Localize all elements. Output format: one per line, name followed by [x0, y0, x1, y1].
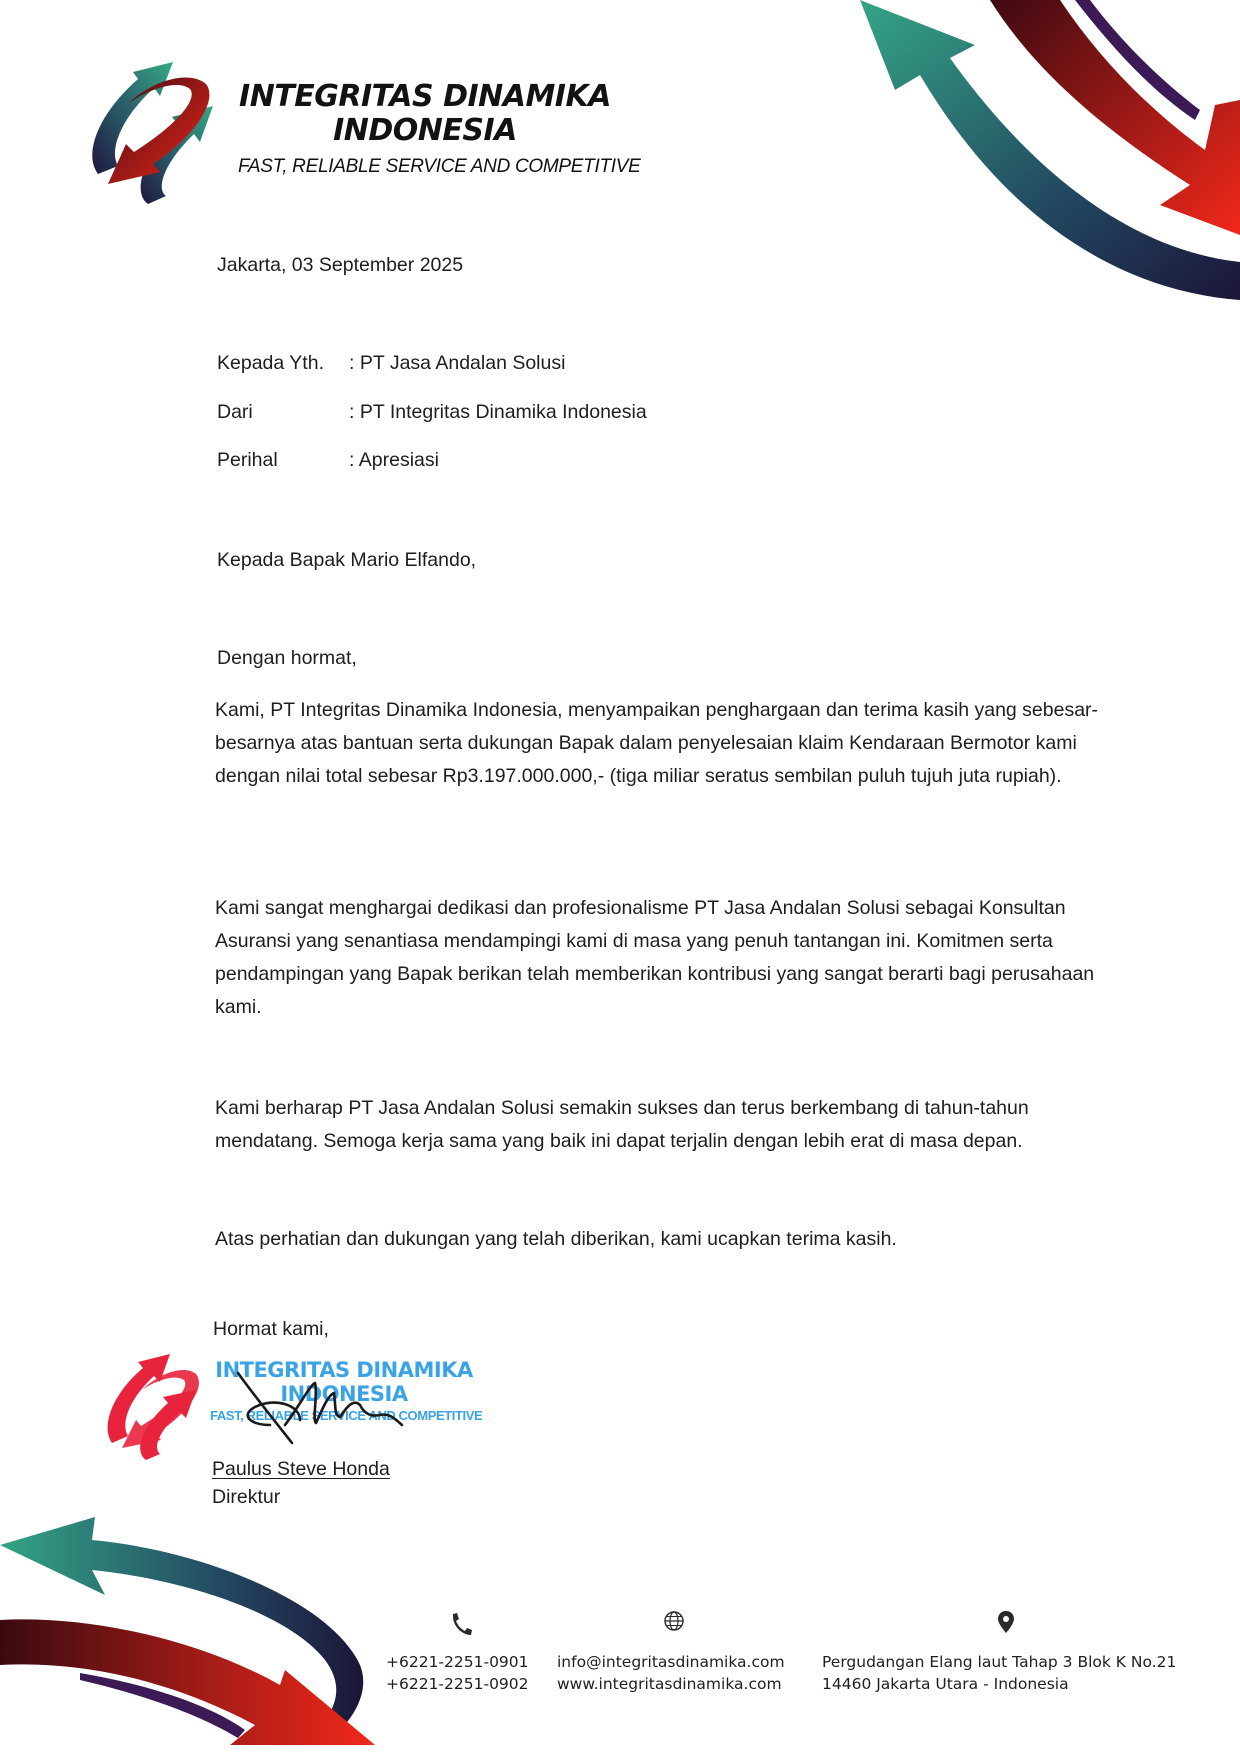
company-name-line2: INDONESIA	[333, 113, 517, 148]
footer-phones	[386, 1651, 529, 1695]
email-link[interactable]: info@integritasdinamika.com	[557, 1653, 785, 1671]
map-pin-icon	[997, 1610, 1019, 1634]
stamp-line1: INTEGRITAS DINAMIKA	[215, 1358, 473, 1382]
signer-title: Direktur	[212, 1486, 281, 1508]
website-link[interactable]: www.integritasdinamika.com	[557, 1675, 782, 1693]
phone-icon	[450, 1612, 472, 1636]
body-paragraph-3: Kami berharap PT Jasa Andalan Solusi semakin sukses dan terus berkembang di tahun-tahun mendatang. Semoga kerja sama yang baik ini dapat terjalin dengan lebih erat di masa depan.	[215, 1097, 1029, 1152]
body-paragraph-1: Kami, PT Integritas Dinamika Indonesia, menyampaikan penghargaan dan terima kasih yang sebesar-besarnya atas bantuan serta dukungan Bapak dalam penyelesaian klaim Kendaraan Bermotor kami dengan nilai total sebesar Rp3.197.000.000,- (tiga miliar seratus sembilan puluh tujuh juta rupiah).	[215, 699, 1099, 787]
subject-value: : Apresiasi	[349, 449, 439, 471]
sender-label: Dari	[217, 401, 253, 423]
stamp-logo-icon	[98, 1348, 210, 1466]
signer-name: Paulus Steve Honda	[212, 1458, 390, 1480]
phone-2[interactable]: +6221-2251-0902	[386, 1675, 529, 1693]
body-paragraph-2: Kami sangat menghargai dedikasi dan profesionalisme PT Jasa Andalan Solusi sebagai Konsultan Asuransi yang senantiasa mendampingi kami di masa yang penuh tantangan ini. Komitmen serta pendampingan yang Bapak berikan telah memberikan kontribusi yang sangat berarti bagi perusahaan kami.	[215, 897, 1095, 1018]
subject-label: Perihal	[217, 449, 278, 471]
footer-web	[557, 1651, 785, 1695]
company-name-line1: INTEGRITAS DINAMIKA	[239, 79, 611, 114]
decorative-arrows-top-right-icon	[850, 0, 1240, 310]
recipient-value: : PT Jasa Andalan Solusi	[349, 352, 566, 374]
recipient-label: Kepada Yth.	[217, 352, 324, 374]
company-tagline: FAST, RELIABLE SERVICE AND COMPETITIVE	[238, 156, 641, 177]
address-line2: 14460 Jakarta Utara - Indonesia	[822, 1675, 1069, 1693]
address-line1: Pergudangan Elang laut Tahap 3 Blok K No.21	[822, 1653, 1177, 1671]
stamp-tagline: FAST, RELIABLE SERVICE AND COMPETITIVE	[210, 1408, 483, 1423]
decorative-arrows-bottom-left-icon	[0, 1490, 390, 1753]
phone-1[interactable]: +6221-2251-0901	[386, 1653, 529, 1671]
letter-date: Jakarta, 03 September 2025	[217, 254, 464, 276]
recipient-row	[217, 352, 565, 375]
footer-address	[822, 1651, 1176, 1695]
closing: Hormat kami,	[213, 1318, 329, 1340]
stamp-line2: INDONESIA	[280, 1382, 408, 1406]
salutation: Kepada Bapak Mario Elfando,	[217, 549, 477, 571]
sender-value: : PT Integritas Dinamika Indonesia	[349, 401, 647, 423]
body-paragraph-4: Atas perhatian dan dukungan yang telah diberikan, kami ucapkan terima kasih.	[215, 1228, 897, 1250]
company-logo-icon	[78, 44, 228, 214]
signature-icon	[230, 1365, 410, 1450]
company-name	[230, 80, 620, 148]
globe-icon	[663, 1610, 685, 1634]
greeting: Dengan hormat,	[217, 647, 357, 669]
sender-row	[217, 401, 647, 424]
subject-row	[217, 449, 439, 472]
